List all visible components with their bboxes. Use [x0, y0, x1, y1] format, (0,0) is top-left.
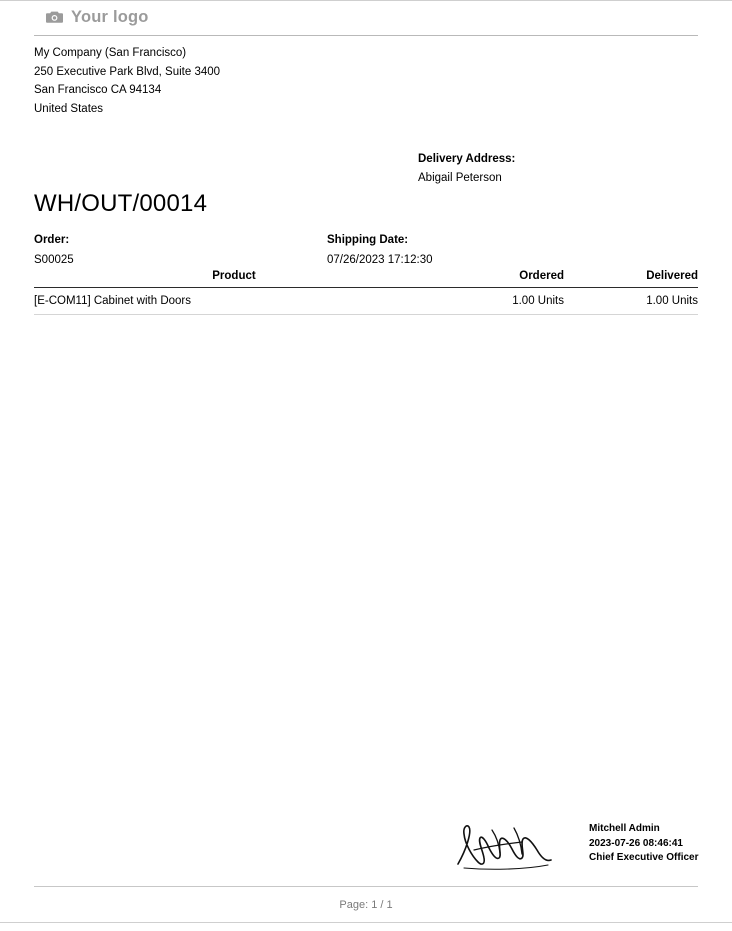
delivery-address-block: [418, 150, 515, 188]
shipping-date-value: 07/26/2023 17:12:30: [327, 254, 433, 266]
order-field: [34, 232, 74, 270]
delivery-address-name: Abigail Peterson: [418, 172, 502, 184]
cell-ordered: 1.00 Units: [434, 288, 564, 315]
table-row: [34, 288, 698, 315]
shipping-date-field: [327, 232, 433, 270]
document-reference-title: WH/OUT/00014: [34, 190, 208, 217]
column-header-delivered: Delivered: [564, 270, 698, 288]
shipping-date-label: Shipping Date:: [327, 234, 409, 246]
column-header-ordered: Ordered: [434, 270, 564, 288]
camera-icon: [46, 10, 63, 24]
column-header-product: Product: [34, 270, 434, 288]
company-address-line: My Company (San Francisco): [34, 47, 187, 59]
order-value: S00025: [34, 254, 74, 266]
cell-product: [E-COM11] Cabinet with Doors: [34, 288, 434, 315]
delivery-address-label: Delivery Address:: [418, 153, 516, 165]
company-address-line: United States: [34, 102, 104, 115]
handwritten-signature-icon: [452, 820, 557, 872]
cell-delivered: 1.00 Units: [564, 288, 698, 315]
logo-row: [34, 0, 698, 32]
company-address-line: 250 Executive Park Blvd, Suite 3400: [34, 65, 221, 78]
signatory-role: Chief Executive Officer: [589, 852, 699, 863]
order-label: Order:: [34, 234, 70, 246]
logo-text: Your logo: [71, 7, 149, 26]
header-divider: [34, 35, 698, 36]
signatory-name: Mitchell Admin: [589, 823, 660, 834]
document-content: [34, 0, 698, 307]
page-bottom-border: [0, 922, 732, 923]
footer-divider: [34, 886, 698, 887]
company-address-line: San Francisco CA 94134: [34, 84, 162, 96]
company-address: [34, 44, 698, 118]
signature-details: [589, 822, 698, 866]
signature-datetime: 2023-07-26 08:46:41: [589, 837, 683, 849]
page-number: Page: 1 / 1: [339, 899, 393, 911]
table-header-row: [34, 270, 698, 288]
table-body: [34, 288, 698, 315]
table-header: [34, 270, 698, 288]
operations-table: [34, 270, 698, 315]
signature-area: [452, 820, 702, 878]
